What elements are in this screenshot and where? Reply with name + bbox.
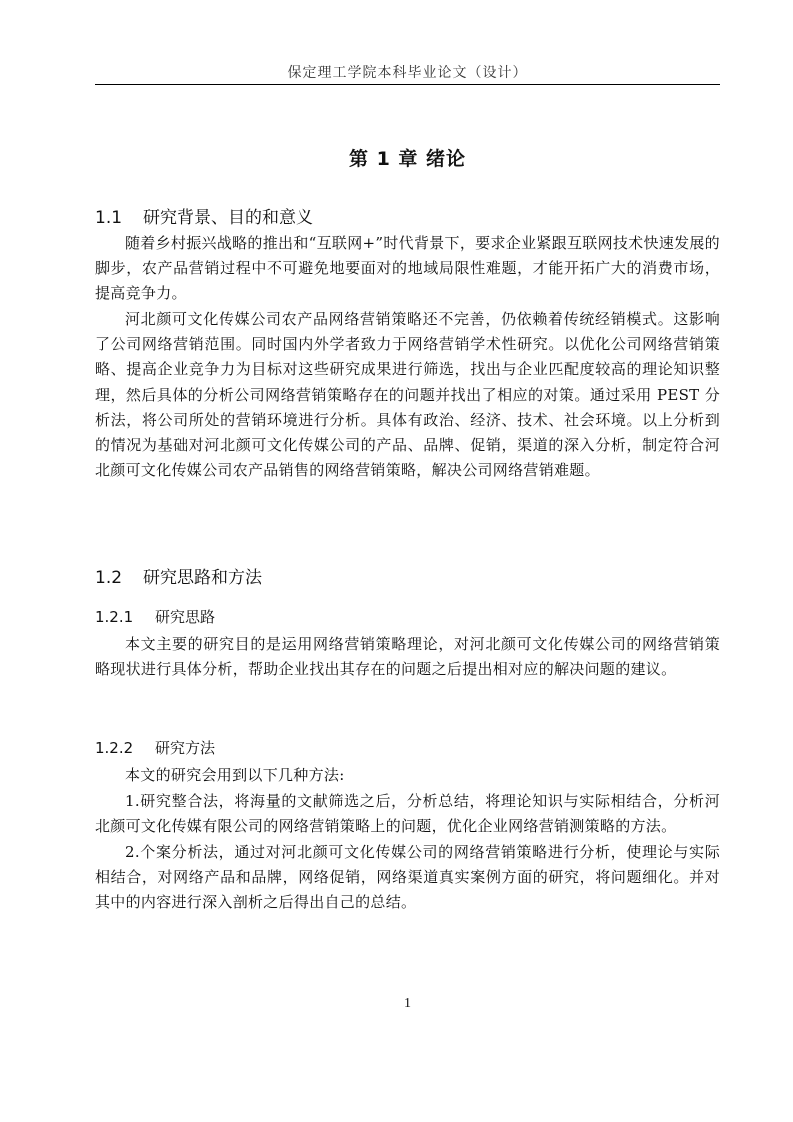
running-header: 保定理工学院本科毕业论文（设计）: [287, 65, 528, 81]
subsection-title: 研究思路: [155, 608, 216, 626]
paragraph: 1.研究整合法，将海量的文献筛选之后，分析总结，将理论知识与实际相结合，分析河北颜可文化传媒有限公司的网络营销策略上的问题，优化企业网络营销测策略的方法。: [95, 792, 720, 836]
chapter-title: 第 1 章 绪论: [348, 148, 467, 170]
subsection-number: 1.2.1: [95, 608, 134, 626]
section-title: 研究背景、目的和意义: [143, 208, 313, 228]
paragraph: 本文主要的研究目的是运用网络营销策略理论，对河北颜可文化传媒公司的网络营销策略现状进行具体分析，帮助企业找出其存在的问题之后提出相对应的解决问题的建议。: [95, 635, 720, 679]
subsection-number: 1.2.2: [95, 739, 134, 757]
paragraph: 2.个案分析法，通过对河北颜可文化传媒公司的网络营销策略进行分析，使理论与实际相结合，对网络产品和品牌，网络促销，网络渠道真实案例方面的研究，将问题细化。并对其中的内容进行深入剖析之后得出自己的总结。: [95, 843, 720, 912]
page-number: 1: [404, 996, 411, 1011]
paragraph: 随着乡村振兴战略的推出和“互联网+”时代背景下，要求企业紧跟互联网技术快速发展的脚步，农产品营销过程中不可避免地要面对的地域局限性难题，才能开拓广大的消费市场，提高竞争力。: [95, 234, 720, 303]
subsection-title: 研究方法: [155, 739, 216, 757]
section-heading-1-1: [95, 203, 313, 228]
section-number: 1.2: [95, 568, 123, 588]
section-heading-1-2: [95, 563, 262, 588]
subsection-heading-1-2-2: [95, 737, 215, 758]
subsection-heading-1-2-1: [95, 606, 215, 627]
paragraph: 河北颜可文化传媒公司农产品网络营销策略还不完善，仍依赖着传统经销模式。这影响了公司网络营销范围。同时国内外学者致力于网络营销学术性研究。以优化公司网络营销策略、提高企业竞争力为目标对这些研究成果进行筛选，找出与企业匹配度较高的理论知识整理，然后具体的分析公司网络营销策略存在的问题并找出了相应的对策。通过采用 PEST 分析法，将公司所处的营销环境进行分析。具体有政治、经济、技术、社会环境。以上分析到的情况为基础对河北颜可文化传媒公司的产品、品牌、促销，渠道的深入分析，制定符合河北颜可文化传媒公司农产品销售的网络营销策略，解决公司网络营销难题。: [95, 310, 720, 480]
section-title: 研究思路和方法: [143, 568, 262, 588]
paragraph: 本文的研究会用到以下几种方法:: [125, 766, 345, 784]
section-number: 1.1: [95, 208, 123, 228]
header-rule: [95, 84, 720, 85]
